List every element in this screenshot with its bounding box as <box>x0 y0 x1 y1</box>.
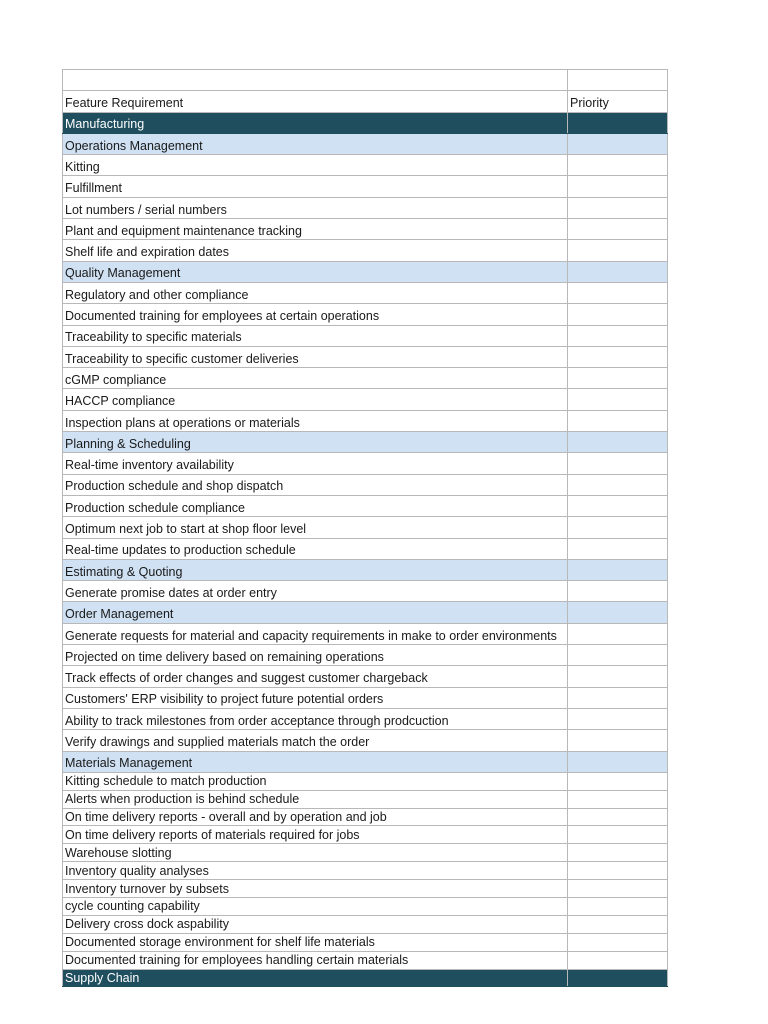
priority-cell[interactable] <box>568 517 668 538</box>
blank-row <box>63 70 668 91</box>
feature-cell[interactable]: Production schedule compliance <box>63 495 568 516</box>
requirement-row <box>63 410 668 431</box>
feature-cell[interactable]: Traceability to specific materials <box>63 325 568 346</box>
priority-cell[interactable] <box>568 951 668 969</box>
feature-cell[interactable]: Estimating & Quoting <box>63 559 568 580</box>
priority-cell[interactable] <box>568 240 668 261</box>
feature-cell[interactable]: Projected on time delivery based on remaining operations <box>63 645 568 666</box>
cell[interactable] <box>63 70 568 91</box>
feature-cell[interactable]: Kitting schedule to match production <box>63 772 568 790</box>
priority-cell[interactable] <box>568 826 668 844</box>
priority-cell[interactable] <box>568 645 668 666</box>
section-row <box>63 112 668 133</box>
priority-cell[interactable] <box>568 730 668 751</box>
header-row <box>63 91 668 112</box>
priority-cell[interactable] <box>568 844 668 862</box>
feature-cell[interactable]: Customers' ERP visibility to project future potential orders <box>63 687 568 708</box>
requirement-row <box>63 790 668 808</box>
priority-cell[interactable] <box>568 389 668 410</box>
requirement-row <box>63 623 668 644</box>
subsection-row <box>63 751 668 772</box>
requirement-row <box>63 176 668 197</box>
requirement-row <box>63 826 668 844</box>
priority-cell[interactable] <box>568 969 668 987</box>
section-row <box>63 969 668 987</box>
feature-cell[interactable]: Fulfillment <box>63 176 568 197</box>
priority-cell[interactable] <box>568 559 668 580</box>
feature-cell[interactable]: Lot numbers / serial numbers <box>63 197 568 218</box>
requirement-row <box>63 730 668 751</box>
feature-cell[interactable]: Supply Chain <box>63 969 568 987</box>
requirement-row <box>63 772 668 790</box>
requirements-table <box>62 69 668 987</box>
priority-cell[interactable] <box>568 282 668 303</box>
priority-cell[interactable] <box>568 432 668 453</box>
subsection-row <box>63 559 668 580</box>
feature-cell[interactable]: Shelf life and expiration dates <box>63 240 568 261</box>
feature-cell[interactable]: Traceability to specific customer deliveries <box>63 346 568 367</box>
requirement-row <box>63 645 668 666</box>
priority-cell[interactable] <box>568 495 668 516</box>
feature-cell[interactable]: Warehouse slotting <box>63 844 568 862</box>
feature-cell[interactable]: Documented training for employees at certain operations <box>63 304 568 325</box>
requirement-row <box>63 325 668 346</box>
requirement-row <box>63 240 668 261</box>
priority-cell[interactable] <box>568 666 668 687</box>
priority-cell[interactable] <box>568 453 668 474</box>
feature-requirement-header[interactable]: Feature Requirement <box>63 91 568 112</box>
feature-cell[interactable]: Real-time inventory availability <box>63 453 568 474</box>
priority-cell[interactable] <box>568 346 668 367</box>
priority-cell[interactable] <box>568 155 668 176</box>
requirement-row <box>63 687 668 708</box>
requirement-row <box>63 951 668 969</box>
priority-cell[interactable] <box>568 304 668 325</box>
requirement-row <box>63 155 668 176</box>
feature-cell[interactable]: Verify drawings and supplied materials match the order <box>63 730 568 751</box>
priority-header[interactable]: Priority <box>568 91 668 112</box>
priority-cell[interactable] <box>568 751 668 772</box>
feature-cell[interactable]: cycle counting capability <box>63 898 568 916</box>
priority-cell[interactable] <box>568 915 668 933</box>
priority-cell[interactable] <box>568 708 668 729</box>
requirement-row <box>63 915 668 933</box>
feature-cell[interactable]: Plant and equipment maintenance tracking <box>63 219 568 240</box>
priority-cell[interactable] <box>568 261 668 282</box>
feature-cell[interactable]: Inventory quality analyses <box>63 862 568 880</box>
requirement-row <box>63 495 668 516</box>
feature-cell[interactable]: Delivery cross dock aspability <box>63 915 568 933</box>
priority-cell[interactable] <box>568 219 668 240</box>
subsection-row <box>63 432 668 453</box>
requirement-row <box>63 453 668 474</box>
requirement-row <box>63 880 668 898</box>
requirement-row <box>63 538 668 559</box>
requirement-row <box>63 346 668 367</box>
priority-cell[interactable] <box>568 474 668 495</box>
priority-cell[interactable] <box>568 687 668 708</box>
feature-cell[interactable]: Ability to track milestones from order acceptance through prodcuction <box>63 708 568 729</box>
priority-cell[interactable] <box>568 410 668 431</box>
feature-cell[interactable]: Planning & Scheduling <box>63 432 568 453</box>
subsection-row <box>63 261 668 282</box>
requirement-row <box>63 368 668 389</box>
priority-cell[interactable] <box>568 538 668 559</box>
requirement-row <box>63 808 668 826</box>
priority-cell[interactable] <box>568 862 668 880</box>
priority-cell[interactable] <box>568 133 668 154</box>
requirement-row <box>63 844 668 862</box>
feature-cell[interactable]: Materials Management <box>63 751 568 772</box>
feature-cell[interactable]: On time delivery reports of materials required for jobs <box>63 826 568 844</box>
feature-cell[interactable]: Inspection plans at operations or materials <box>63 410 568 431</box>
cell[interactable] <box>568 70 668 91</box>
feature-cell[interactable]: On time delivery reports - overall and by operation and job <box>63 808 568 826</box>
subsection-row <box>63 602 668 623</box>
feature-cell[interactable]: Order Management <box>63 602 568 623</box>
feature-cell[interactable]: Documented storage environment for shelf life materials <box>63 933 568 951</box>
feature-cell[interactable]: HACCP compliance <box>63 389 568 410</box>
requirement-row <box>63 197 668 218</box>
requirement-row <box>63 282 668 303</box>
subsection-row <box>63 133 668 154</box>
priority-cell[interactable] <box>568 898 668 916</box>
priority-cell[interactable] <box>568 581 668 602</box>
requirement-row <box>63 933 668 951</box>
feature-cell[interactable]: Operations Management <box>63 133 568 154</box>
feature-cell[interactable]: Production schedule and shop dispatch <box>63 474 568 495</box>
priority-cell[interactable] <box>568 368 668 389</box>
requirement-row <box>63 517 668 538</box>
feature-cell[interactable]: Regulatory and other compliance <box>63 282 568 303</box>
feature-cell[interactable]: Alerts when production is behind schedule <box>63 790 568 808</box>
priority-cell[interactable] <box>568 623 668 644</box>
priority-cell[interactable] <box>568 772 668 790</box>
requirement-row <box>63 666 668 687</box>
requirement-row <box>63 581 668 602</box>
priority-cell[interactable] <box>568 176 668 197</box>
feature-cell[interactable]: Track effects of order changes and suggest customer chargeback <box>63 666 568 687</box>
feature-cell[interactable]: Kitting <box>63 155 568 176</box>
priority-cell[interactable] <box>568 112 668 133</box>
priority-cell[interactable] <box>568 880 668 898</box>
feature-cell[interactable]: Documented training for employees handling certain materials <box>63 951 568 969</box>
feature-cell[interactable]: Generate requests for material and capacity requirements in make to order environments <box>63 623 568 644</box>
feature-cell[interactable]: Optimum next job to start at shop floor level <box>63 517 568 538</box>
requirement-row <box>63 304 668 325</box>
priority-cell[interactable] <box>568 790 668 808</box>
feature-cell[interactable]: Inventory turnover by subsets <box>63 880 568 898</box>
requirement-row <box>63 898 668 916</box>
feature-cell[interactable]: Quality Management <box>63 261 568 282</box>
requirement-row <box>63 862 668 880</box>
priority-cell[interactable] <box>568 602 668 623</box>
requirement-row <box>63 219 668 240</box>
priority-cell[interactable] <box>568 808 668 826</box>
requirement-row <box>63 474 668 495</box>
requirement-row <box>63 389 668 410</box>
feature-cell[interactable]: Generate promise dates at order entry <box>63 581 568 602</box>
priority-cell[interactable] <box>568 933 668 951</box>
feature-cell[interactable]: Manufacturing <box>63 112 568 133</box>
requirement-row <box>63 708 668 729</box>
priority-cell[interactable] <box>568 197 668 218</box>
feature-cell[interactable]: cGMP compliance <box>63 368 568 389</box>
feature-cell[interactable]: Real-time updates to production schedule <box>63 538 568 559</box>
priority-cell[interactable] <box>568 325 668 346</box>
